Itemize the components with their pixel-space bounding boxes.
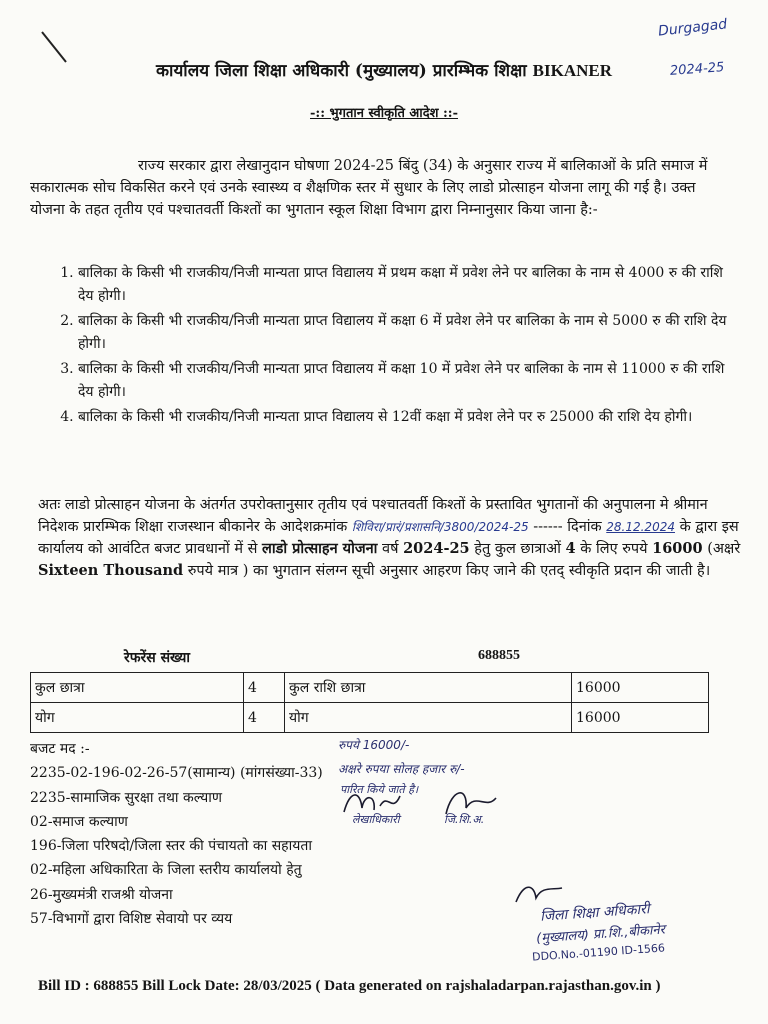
table-cell: कुल राशि छात्रा: [285, 673, 572, 703]
approval-stamp-passed: पारित किये जाते है।: [340, 783, 419, 796]
office-seal-line1: जिला शिक्षा अधिकारी: [539, 901, 650, 925]
budget-item: 26-मुख्यमंत्री राजश्री योजना: [30, 886, 173, 903]
amount-value: 16000: [652, 540, 703, 557]
office-seal-line3: DDO.No.-01190 ID-1566: [531, 941, 666, 964]
table-cell: कुल छात्रा: [31, 673, 244, 703]
year-value: 2024-25: [403, 540, 470, 557]
student-count: 4: [565, 540, 576, 557]
table-cell: 16000: [572, 703, 709, 733]
amount-words-open: (अक्षरे: [707, 541, 741, 557]
date-label: दिनांक: [567, 519, 602, 535]
budget-item: 196-जिला परिषदो/जिला स्तर की पंचायतो का सहायता: [30, 838, 312, 855]
amount-words: Sixteen Thousand: [38, 562, 184, 579]
sanction-dashes: ------: [533, 519, 563, 535]
sanction-text-4: के लिए रुपये: [580, 541, 648, 557]
budget-item: 02-समाज कल्याण: [30, 813, 128, 830]
summary-table: [30, 672, 709, 733]
budget-item: 02-महिला अधिकारिता के जिला स्तरीय कार्यालयो हेतु: [30, 862, 302, 879]
sanction-text-2: के द्वारा इस कार्यालय को आवंटित बजट प्रावधानों में से: [38, 519, 739, 557]
table-cell: योग: [31, 703, 244, 733]
year-label: वर्ष: [382, 541, 399, 557]
order-date-handwritten: 28.12.2024: [606, 520, 675, 534]
office-header: [0, 58, 768, 81]
accounts-officer-title: लेखाधिकारी: [352, 813, 400, 826]
reference-label: रेफरेंस संख्या: [124, 650, 190, 666]
office-header-english: BIKANER: [532, 61, 612, 80]
installment-item: 4. बालिका के किसी भी राजकीय/निजी मान्यता प्राप्त विद्यालय से 12वीं कक्षा में प्रवेश लेने पर रु 25000 की राशि देय होगी।: [78, 406, 738, 429]
approval-stamp-amount: रुपये 16000/-: [338, 738, 410, 752]
reference-value: 688855: [478, 648, 520, 663]
scheme-name: लाडो प्रोत्साहन योजना: [262, 540, 378, 557]
sanction-text-5: का भुगतान संलग्न सूची अनुसार आहरण किए जाने की एतद् स्वीकृति प्रदान की जाती है।: [253, 563, 711, 579]
installment-list: [56, 262, 738, 432]
budget-head-list: [30, 737, 323, 931]
budget-item: 2235-02-196-02-26-57(सामान्य) (मांगसंख्या-33): [30, 765, 323, 782]
budget-item: 2235-सामाजिक सुरक्षा तथा कल्याण: [30, 789, 222, 806]
sanction-text-1: अतः लाडो प्रोत्साहन योजना के अंतर्गत उपरोक्तानुसार तृतीय एवं पश्चातवर्ती किश्तों के प्रस्तावित भुगतानों की अनुपालना मे श्रीमान निदेशक प्रारम्भिक शिक्षा राजस्थान बीकानेर के आदेशक्रमांक: [38, 497, 708, 535]
table-cell: 4: [244, 703, 285, 733]
amount-words-close: रुपये मात्र ): [187, 563, 249, 579]
budget-heading: बजट मद :-: [30, 741, 90, 757]
handwritten-note-line2: 2024-25: [669, 60, 725, 79]
order-subheading: -:: भुगतान स्वीकृति आदेश ::-: [310, 106, 458, 121]
order-number-handwritten: शिविरा/प्रारं/प्रशासनि/3800/2024-25: [351, 520, 529, 534]
office-header-hindi: कार्यालय जिला शिक्षा अधिकारी (मुख्यालय) प्रारम्भिक शिक्षा: [155, 61, 527, 81]
intro-paragraph: राज्य सरकार द्वारा लेखानुदान घोषणा 2024-25 बिंदु (34) के अनुसार राज्य में बालिकाओं के प्रति समाज में सकारात्मक सोच विकसित करने एवं उनके स्वास्थ्य व शैक्षणिक स्तर में सुधार के लिए लाडो प्रोत्साहन योजना लागू की गई है। उक्त योजना के तहत तृतीय एवं पश्चातवर्ती किश्तों का भुगतान स्कूल शिक्षा विभाग द्वारा निम्नानुसार किया जाना है:-: [30, 158, 708, 218]
handwritten-note-line1: Durgagad: [657, 16, 728, 40]
table-row: [31, 673, 709, 703]
sanction-text-3: हेतु कुल छात्राओं: [474, 541, 561, 557]
installment-item: 2. बालिका के किसी भी राजकीय/निजी मान्यता प्राप्त विद्यालय में कक्षा 6 में प्रवेश लेने पर बालिका के नाम से 5000 रु की राशि देय होगी।: [78, 310, 738, 355]
table-cell: 4: [244, 673, 285, 703]
table-cell: योग: [285, 703, 572, 733]
office-seal-line2: (मुख्यालय) प्रा.शि.,बीकानेर: [535, 922, 666, 947]
table-cell: 16000: [572, 673, 709, 703]
installment-item: 1. बालिका के किसी भी राजकीय/निजी मान्यता प्राप्त विद्यालय में प्रथम कक्षा में प्रवेश लेने पर बालिका के नाम से 4000 रु की राशि देय होगी।: [78, 262, 738, 307]
table-row: [31, 703, 709, 733]
sanction-paragraph: [38, 494, 748, 582]
approval-stamp-words: अक्षरे रुपया सोलह हजार रु/-: [338, 762, 465, 776]
installment-item: 3. बालिका के किसी भी राजकीय/निजी मान्यता प्राप्त विद्यालय में कक्षा 10 में प्रवेश लेने पर बालिका के नाम से 11000 रु की राशि देय होगी।: [78, 358, 738, 403]
footer-bill-info: Bill ID : 688855 Bill Lock Date: 28/03/2025 ( Data generated on rajshaladarpan.rajasthan.gov.in ): [38, 978, 661, 994]
deo-title: जि.शि.अ.: [444, 813, 485, 826]
budget-item: 57-विभागों द्वारा विशिष्ट सेवायो पर व्यय: [30, 911, 233, 928]
